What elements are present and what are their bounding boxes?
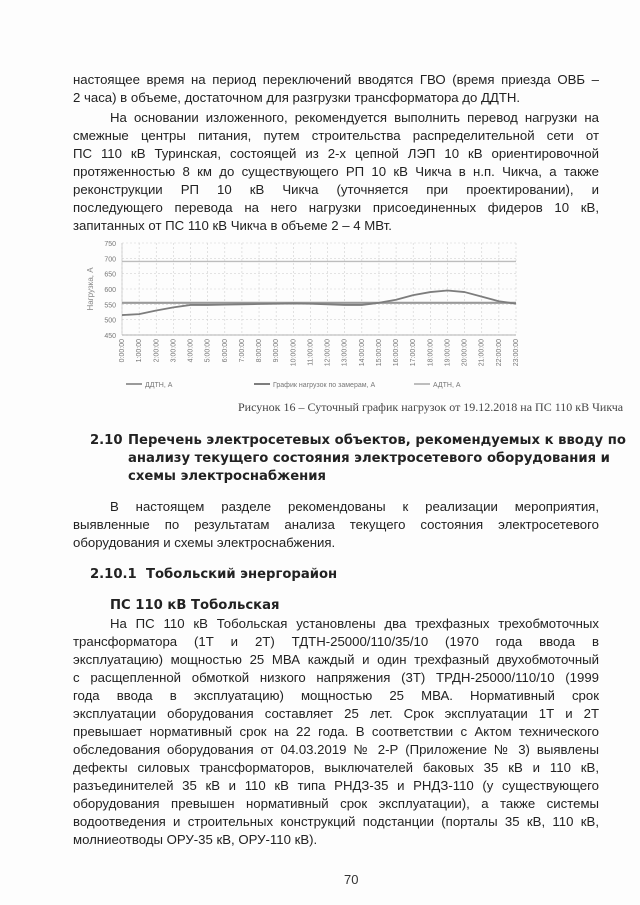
x-tick-label: 14:00:00 — [358, 339, 366, 367]
paragraph-4-line-12: водоотведения и строительных конструкций подстанции (порталы 35 кВ, 110 кВ, — [73, 814, 599, 829]
x-tick-label: 18:00:00 — [427, 339, 435, 367]
x-tick-label: 10:00:00 — [290, 339, 298, 367]
x-tick-label: 17:00:00 — [410, 339, 418, 367]
x-tick-label: 20:00:00 — [461, 339, 469, 367]
paragraph-4-line-5: года ввода в эксплуатацию) мощностью 25 МВА. Нормативный срок — [73, 688, 599, 703]
paragraph-4-line-13: молниеотводы ОРУ-35 кВ, ОРУ-110 кВ). — [73, 832, 318, 847]
load-chart — [84, 235, 544, 395]
x-tick-label: 19:00:00 — [444, 339, 452, 367]
legend-label-2: График нагрузок по замерам, А — [273, 382, 376, 389]
x-tick-label: 11:00:00 — [307, 339, 315, 366]
paragraph-2-line-5: реконструкции РП 10 кВ Чикча (уточняется при проектировании), и — [73, 182, 599, 197]
x-tick-label: 3:00:00 — [170, 339, 178, 363]
y-tick-label: 550 — [104, 302, 116, 310]
paragraph-2-line-6: последующего перевода на него нагрузки присоединенных фидеров 10 кВ, — [73, 200, 599, 215]
x-tick-label: 8:00:00 — [256, 339, 264, 363]
x-tick-label: 0:00:00 — [119, 339, 126, 363]
x-tick-label: 1:00:00 — [136, 339, 144, 363]
x-tick-label: 23:00:00 — [513, 339, 520, 367]
paragraph-4-line-9: дефекты силовых трансформаторов, выключателей баковых 35 кВ и 110 кВ, — [73, 760, 599, 775]
paragraph-2-line-4: протяженностью 8 км до существующего РП 10 кВ Чикча в н.п. Чикча, а также — [73, 164, 599, 179]
paragraph-2-line-2: смежные центры питания, путем строительства распределительной сети от — [73, 128, 599, 143]
paragraph-4-line-3: эксплуатацию) мощностью 25 МВА каждый и один трехфазный двухобмоточный — [73, 652, 599, 667]
section-title-line-2: анализу текущего состояния электросетевого оборудования и — [128, 451, 610, 466]
x-tick-label: 5:00:00 — [204, 339, 212, 363]
paragraph-2-line-7: запитанных от ПС 110 кВ Чикча в объеме 2 – 4 МВт. — [73, 218, 392, 233]
x-tick-label: 12:00:00 — [324, 339, 332, 367]
paragraph-4-line-2: трансформатора (1Т и 2Т) ТДТН-25000/110/35/10 (1970 года ввода в — [73, 634, 599, 649]
x-tick-label: 6:00:00 — [221, 339, 229, 363]
x-tick-label: 13:00:00 — [341, 339, 349, 367]
x-tick-label: 4:00:00 — [187, 339, 195, 363]
x-tick-label: 15:00:00 — [375, 339, 383, 367]
section-title-line-3: схемы электроснабжения — [128, 469, 326, 484]
paragraph-4-line-6: эксплуатации оборудования составляет 25 лет. Срок эксплуатации 1Т и 2Т — [73, 706, 599, 721]
x-tick-label: 21:00:00 — [478, 339, 486, 367]
x-tick-label: 9:00:00 — [273, 339, 281, 363]
subsection-title: Тобольский энергорайон — [146, 567, 338, 582]
paragraph-4-line-10: разъединителей 35 кВ и 110 кВ типа РНДЗ-35 и РНДЗ-110 (у существующего — [73, 778, 599, 793]
legend-label-1: ДДТН, А — [145, 382, 173, 389]
x-tick-label: 22:00:00 — [495, 339, 503, 367]
paragraph-4-line-4: с расщепленной обмоткой низкого напряжения (3Т) ТРДН-25000/110/10 (1999 — [73, 670, 599, 685]
paragraph-3-line-1: В настоящем разделе рекомендованы к реализации мероприятия, — [110, 499, 599, 514]
paragraph-1-line-1: настоящее время на период переключений вводятся ГВО (время приезда ОВБ – — [73, 72, 599, 87]
y-tick-label: 450 — [104, 333, 116, 340]
legend-label-3: АДТН, А — [433, 382, 461, 389]
paragraph-2-line-1: На основании изложенного, рекомендуется выполнить перевод нагрузки на — [110, 110, 599, 125]
paragraph-4-line-7: превышает нормативный срок на 22 года. В соответствии с Актом технического — [73, 724, 599, 739]
y-tick-label: 700 — [104, 256, 116, 264]
page-number: 70 — [344, 872, 359, 887]
paragraph-3-line-2: выявленные по результатам анализа текущего состояния электросетевого — [73, 517, 599, 532]
paragraph-2-line-3: ПС 110 кВ Туринская, состоящей из 2-х цепной ЛЭП 10 кВ ориентировочной — [73, 146, 599, 161]
section-number: 2.10 — [90, 433, 123, 448]
y-tick-label: 750 — [104, 241, 116, 248]
substation-heading: ПС 110 кВ Тобольская — [110, 598, 280, 613]
paragraph-3-line-3: оборудования и схемы электроснабжения. — [73, 535, 336, 550]
figure-caption: Рисунок 16 – Суточный график нагрузок от 19.12.2018 на ПС 110 кВ Чикча — [238, 400, 624, 414]
y-axis-label: Нагрузка, А — [86, 267, 95, 311]
y-tick-label: 500 — [104, 317, 116, 325]
section-title-line-1: Перечень электросетевых объектов, рекомендуемых к вводу по — [128, 433, 626, 448]
paragraph-4-line-8: обследования оборудования от 04.03.2019 № 2-Р (Приложение № 3) выявлены — [73, 742, 599, 757]
y-tick-label: 650 — [104, 271, 116, 279]
paragraph-1-line-2: 2 часа) в объеме, достаточном для разгрузки трансформатора до ДДТН. — [73, 90, 521, 105]
subsection-number: 2.10.1 — [90, 567, 137, 582]
paragraph-4-line-1: На ПС 110 кВ Тобольская установлены два трехфазных трехобмоточных — [110, 616, 599, 631]
x-tick-label: 16:00:00 — [393, 339, 401, 367]
paragraph-4-line-11: оборудования превышен нормативный срок эксплуатации), а также системы — [73, 796, 599, 811]
x-tick-label: 2:00:00 — [153, 339, 161, 363]
x-tick-label: 7:00:00 — [238, 339, 246, 363]
y-tick-label: 600 — [104, 287, 116, 294]
